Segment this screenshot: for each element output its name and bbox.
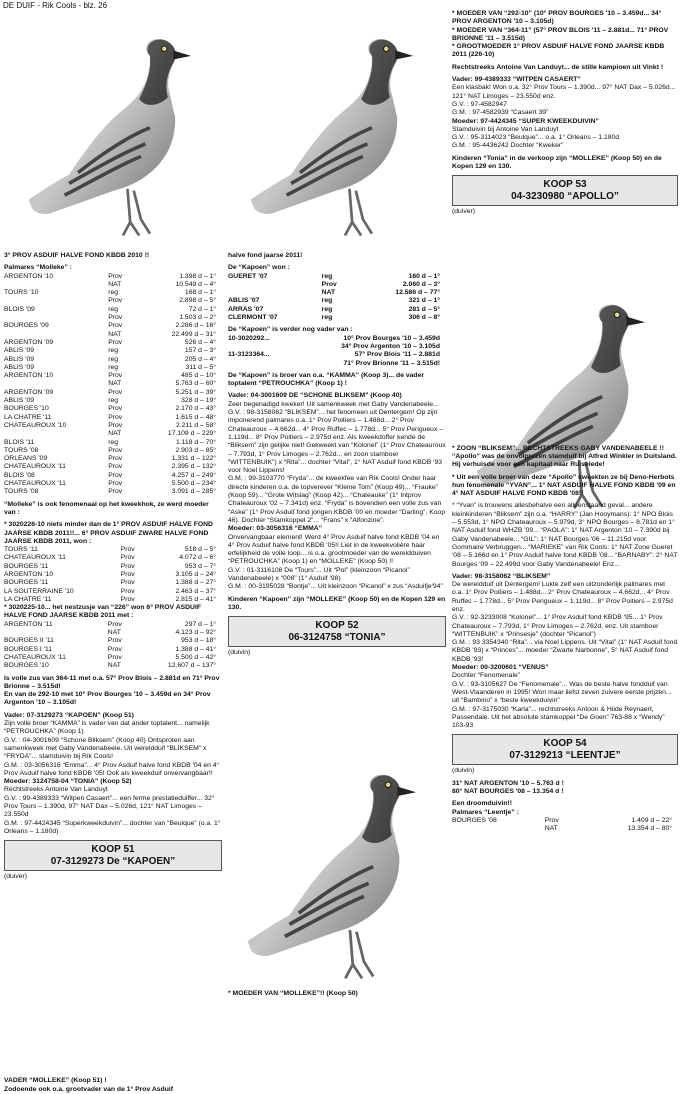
table-row bbox=[4, 356, 222, 364]
table-cell: CHATEAUROUX '10 bbox=[4, 421, 67, 429]
table-cell: Prov bbox=[120, 546, 135, 554]
table-cell: 311 d – 5° bbox=[185, 363, 216, 371]
table-cell: Prov bbox=[107, 645, 122, 653]
kapoen-offspring-table bbox=[228, 335, 446, 368]
col2-moeder-text: Onvervangbaar element! Werd 4° Prov Asduif halve fond KBDB '04 en 4° Prov Asduif halve fond KBDB '05!! Liet in de kweekvolière haar erfelijkheid de volle loop... is o.a. grootmoeder van de wereldduiven “PETROUCHKA” (Koop 1) en “MOLLEKE” (Koop 50) !! bbox=[228, 533, 440, 566]
col2-vader-van: De “Kapoen” is verder nog vader van : bbox=[228, 326, 353, 334]
table-cell: 2.211 d – 58° bbox=[175, 421, 216, 429]
table-row bbox=[4, 463, 222, 471]
table-row bbox=[4, 273, 222, 281]
col3-pal-title: Palmares “Leentje” : bbox=[452, 808, 519, 816]
table-cell: 2.395 d – 132° bbox=[171, 463, 216, 471]
table-cell: reg bbox=[108, 438, 119, 446]
col1-vader-text: Zijn volle broer “KAMMA” is vader van dat ander toptalent... namelijk “PETROUCHKA” (Koop 1) bbox=[4, 720, 210, 736]
table-cell: ARGENTON '09 bbox=[4, 338, 54, 346]
table-cell: 10-3020292... bbox=[228, 334, 270, 342]
table-cell: 1.118 d – 70° bbox=[175, 438, 216, 446]
col3-kinderen: Kinderen “Tonia” in de verkoop zijn “MOLLEKE” (Koop 50) en de Kopen 129 en 130. bbox=[452, 154, 662, 171]
col1-vader-head: Vader: 07-3129273 “KAPOEN” (Koop 51) bbox=[4, 711, 134, 719]
table-row bbox=[4, 439, 222, 447]
koop-53-name: 04-3230980 “APOLLO” bbox=[511, 191, 619, 203]
koop-52-box bbox=[228, 616, 446, 647]
col3-gm3: G.M. : 93 3354340 “Rita”... via Noel Lippens. Uit “Vital” (1° NAT Asduif fond KBDB '93) x “Princes”... moeder “Zwarte Narbonne”, 5° NAT Asduif fond KBDB '93! bbox=[452, 639, 678, 663]
kapoen-won-title: De “Kapoen” won : bbox=[228, 264, 290, 272]
table-cell: ARGENTON '10 bbox=[4, 272, 54, 280]
col1-gv2: G.V. : 99-4389333 “Witpen Casaert”... een ferme prestatieduiffer... 32° Prov Tours – 1.390d, 97° NAT Dax – 5.026d, 121° NAT Limoges – 23.550d bbox=[4, 794, 215, 819]
col1-gv: G.V. : 04-3001609 “Schone Bliksem” (Koop 40) Ontsproten aan samenkweek met Gaby Vandenabeele. Uit wereldduif “BLIKSEM” x “FRYDA”... stamduivin bij Rik Cools! bbox=[4, 736, 207, 761]
table-row bbox=[4, 322, 222, 330]
table-cell: BOURGES '10 bbox=[4, 662, 49, 670]
col3-nat2: 80° NAT BOURGES '08 – 13.354 d ! bbox=[452, 788, 564, 796]
table-cell: NAT bbox=[108, 380, 122, 388]
table-cell: ARRAS '07 bbox=[228, 305, 264, 313]
table-cell: 297 d – 1° bbox=[184, 620, 216, 628]
table-cell bbox=[4, 297, 108, 305]
table-cell: 1.409 d – 22° bbox=[631, 816, 672, 824]
kapoen-palmares-table bbox=[228, 273, 446, 323]
table-cell: Prov bbox=[108, 272, 123, 280]
col2-gm: G.M. : 99-3103770 “Fryda”... de kweekfee van Rik Cools! Onder haar directe kinderen o.a. de topverever “Kleine Tom” (Koop 49)... “Frauke” (Koop 59)... “Grote Witslag” (Koop 42)... “Chateauke” (1° Intprov Chateauroux '02 – 7.341d) enz. “Fryda” is bovendien een volle zus van “Aske” (1° Prov Asduif fond jongen KBDB '00 en moeder “Darling”, Koop 46). Dochter “Stamkoppel 2”... “Frans” x “Alfonzine”. bbox=[228, 475, 446, 524]
table-cell: 160 d – 1° bbox=[408, 272, 440, 280]
col2-broer: De “Kapoen” is broer van o.a. “KAMMA” (Koop 3)... de vader toptalent “PETROUCHKA” (Koop 1) ! bbox=[228, 371, 425, 388]
col3-gm4: G.M. : 97-3175030 “Karla”... rechtstreeks Antoon & Hilde Reynaert, Passendale. Uit het absolute stamkoppel “De Goen” 763-88 x “Wendy” 103-93 bbox=[452, 705, 665, 730]
col3-top1: * MOEDER VAN “292-10” (10° PROV BOURGES '10 – 3.459d... 34° PROV ARGENTON '10 – 3.105d) bbox=[452, 10, 662, 26]
table-cell: Prov bbox=[321, 280, 337, 288]
koop-51-sex: (duiver) bbox=[4, 873, 28, 881]
table-cell: NAT bbox=[544, 825, 558, 833]
table-cell: 281 d – 5° bbox=[408, 305, 440, 313]
table-row bbox=[4, 414, 222, 422]
table-cell: ABLIS '09 bbox=[4, 397, 35, 405]
table-cell: 11-3123364... bbox=[228, 351, 270, 359]
table-cell: Prov bbox=[120, 595, 135, 603]
table-row bbox=[228, 273, 446, 281]
table-cell: Prov bbox=[120, 587, 135, 595]
page-header: DE DUIF - Rik Cools - blz. 26 bbox=[3, 1, 108, 10]
col1-caption: VADER “MOLLEKE” (Koop 51) ! bbox=[4, 1077, 107, 1085]
table-cell: ARGENTON '10 bbox=[4, 372, 54, 380]
palmares-225-table bbox=[4, 621, 222, 671]
table-cell: ABLIS '09 bbox=[4, 363, 35, 371]
col3-uit: * Uit een volle broer van deze “Apollo” kweekten ze bij Deno-Herbots hun fenomenale “YVAN”... 1° NAT ASDUIF HALVE FOND KBDB '09 en 4° NAT ASDUIF HALVE FOND KBDB '08!! bbox=[452, 473, 676, 498]
table-row bbox=[4, 430, 222, 438]
table-cell bbox=[4, 281, 108, 289]
koop-51-number: KOOP 51 bbox=[91, 844, 135, 856]
table-cell: TOURS '08 bbox=[4, 488, 39, 496]
table-row bbox=[228, 297, 446, 305]
table-cell: NAT bbox=[107, 662, 121, 670]
table-row bbox=[4, 588, 222, 596]
table-row bbox=[4, 596, 222, 604]
koop-54-box bbox=[452, 734, 678, 765]
table-cell: BLOIS '08 bbox=[4, 471, 35, 479]
table-cell: BLOIS '11 bbox=[4, 438, 35, 446]
table-cell: Prov bbox=[108, 372, 123, 380]
table-cell: Prov bbox=[108, 488, 123, 496]
col3-moeder-head: Moeder: 97-4424345 “SUPER KWEEKDUIVIN” bbox=[452, 117, 599, 125]
table-cell: Prov bbox=[107, 620, 122, 628]
col3-moeder-text2: Dochter “Fenomenale” bbox=[452, 672, 520, 680]
table-cell: 2.060 d – 3° bbox=[402, 280, 440, 288]
table-row bbox=[228, 360, 446, 368]
table-cell bbox=[228, 281, 322, 289]
table-cell: BOURGES I '11 bbox=[4, 645, 53, 653]
table-cell: reg bbox=[321, 314, 333, 322]
table-cell: Prov bbox=[108, 297, 123, 305]
table-cell: 485 d – 10° bbox=[181, 372, 216, 380]
table-cell: CHATEAUROUX '11 bbox=[4, 480, 66, 488]
table-cell: 5.500 d – 42° bbox=[175, 653, 216, 661]
table-cell: Prov bbox=[108, 405, 123, 413]
col3-yvan: * “Yvan” is trouwens allesbehalve een alleenstaand geval... andere kleinkinderen “Bliksem” zijn o.a. “HARRY” (Jan Hooymans): 1° NPO Blois – 5.553d, 1° NPO Chateauroux – 5.979d, 3° NPO Bourges – 8.781d en 1° NAT Asduif fond WHZB '09... “PAOLA”: 1° NAT Argenton '10 – 7.390d bij Gaby Vandenabeele... “GIL”: 1° NAT Bourges '06 – 11.215d voor Gommaire Verbruggen... “MARIEKE” van Rik Cools: 1° NAT Zone Gueret '08 – 5.166d en 1° Prov Asduif halve fond KBDB '08... “BARNABY”: 2° NAT Bourges '09 – 22.499d voor Gaby Vandenabeele! Enz... bbox=[452, 502, 678, 568]
table-row bbox=[4, 472, 222, 480]
col2-vader-head: Vader: 04-3001609 DE “SCHONE BLIKSEM” (Koop 40) bbox=[228, 392, 402, 400]
table-cell: Prov bbox=[107, 653, 122, 661]
table-cell: 4.123 d – 92° bbox=[175, 629, 216, 637]
table-row bbox=[4, 380, 222, 388]
table-cell: 5.763 d – 60° bbox=[175, 380, 216, 388]
table-cell: Prov bbox=[108, 446, 123, 454]
table-cell: ABLIS '07 bbox=[228, 297, 260, 305]
table-cell: Prov bbox=[544, 816, 559, 824]
table-cell bbox=[452, 825, 545, 833]
table-row bbox=[4, 297, 222, 305]
table-cell: reg bbox=[108, 397, 119, 405]
table-row bbox=[4, 662, 222, 670]
table-cell: Prov bbox=[108, 322, 123, 330]
col3-gv2: G.V. : 95-3114023 “Beulque”... o.a. 1° Orleans – 1.180d bbox=[452, 134, 620, 142]
column-1 bbox=[4, 252, 222, 1093]
table-cell: NAT bbox=[108, 430, 122, 438]
col1-p4: Is volle zus van 364-11 met o.a. 57° Prov Blois – 2.881d en 71° Prov Brionne – 3.515d! bbox=[4, 674, 220, 690]
col2-gv2: G.V. : 01-3116108 De “Tours”... Uit “Pol” (kleinzoon “Picanol” Vandenabeele) x “008” (1° Asduif '98) bbox=[228, 566, 410, 582]
col3-vader-head2: Vader: 98-3158062 “BLIKSEM” bbox=[452, 572, 551, 580]
table-cell: reg bbox=[321, 305, 333, 313]
table-cell: ARGENTON '10 bbox=[4, 570, 54, 578]
table-cell: 526 d – 4° bbox=[184, 338, 216, 346]
table-cell: 205 d – 4° bbox=[184, 355, 216, 363]
table-row bbox=[4, 422, 222, 430]
table-row bbox=[4, 364, 222, 372]
table-row bbox=[228, 314, 446, 322]
table-cell: 22.499 d – 31° bbox=[171, 330, 216, 338]
table-cell: 1.388 d – 27° bbox=[175, 579, 216, 587]
col3-gv: G.V. : 97-4582947 bbox=[452, 100, 507, 108]
table-cell: 518 d – 5° bbox=[184, 546, 216, 554]
table-row bbox=[4, 621, 222, 629]
table-cell: 12.607 d – 137° bbox=[167, 662, 216, 670]
table-cell: Prov bbox=[108, 480, 123, 488]
col1-headline: 3° PROV ASDUIF HALVE FOND KBDB 2010 !! bbox=[4, 252, 150, 259]
table-cell: Prov bbox=[108, 314, 123, 322]
table-cell: 3.105 d – 24° bbox=[175, 570, 216, 578]
table-row bbox=[228, 281, 446, 289]
table-cell bbox=[228, 360, 290, 368]
col2-moeder-head: Moeder: 03-3056316 “EMMA” bbox=[228, 525, 323, 533]
koop-52-name: 06-3124758 “TONIA” bbox=[288, 632, 386, 644]
table-cell: reg bbox=[108, 289, 119, 297]
table-cell: 1.615 d – 48° bbox=[175, 413, 216, 421]
koop-51-name: 07-3129273 De “KAPOEN” bbox=[50, 856, 176, 868]
table-cell: 306 d – 8° bbox=[408, 314, 440, 322]
table-cell: 5.500 d – 234° bbox=[171, 480, 216, 488]
table-cell: 2.903 d – 85° bbox=[175, 446, 216, 454]
table-row bbox=[4, 554, 222, 562]
table-cell: 1.398 d – 1° bbox=[179, 272, 216, 280]
table-row bbox=[452, 817, 678, 825]
table-cell: BOURGES '11 bbox=[4, 562, 49, 570]
table-cell: 157 d – 3° bbox=[184, 347, 216, 355]
table-cell bbox=[4, 430, 108, 438]
table-row bbox=[4, 447, 222, 455]
table-cell: TOURS '08 bbox=[4, 446, 39, 454]
table-cell: 2.815 d – 41° bbox=[175, 595, 216, 603]
table-cell: reg bbox=[108, 305, 119, 313]
col3-zoon: * ZOON “BLIKSEM”... RECHTSTREEKS GABY VANDENABEELE !! “Apollo” was de onvolprezen stamduif bij Alfred Winkler in Duitsland. Hij verhuisde voor een kapitaal naar Ruiselede! bbox=[452, 444, 677, 469]
table-cell: reg bbox=[321, 272, 333, 280]
col1-p1: “Molleke” is ook fenomenaal op het kweekhok, ze werd moeder van : bbox=[4, 500, 209, 516]
table-row bbox=[4, 579, 222, 587]
table-cell: 57° Prov Blois '11 – 2.881d bbox=[354, 351, 440, 359]
table-cell: 1.503 d – 2° bbox=[179, 314, 216, 322]
col3-top3: * GROOTMOEDER 1° PROV ASDUIF HALVE FOND JAARSE KBDB 2011 (226-10) bbox=[452, 43, 665, 59]
koop-53-sex: (duiver) bbox=[452, 208, 476, 216]
koop-54-name: 07-3129213 “LEENTJE” bbox=[509, 750, 621, 762]
table-cell: 10.549 d – 4° bbox=[175, 280, 216, 288]
koop-54-sex: (duivin) bbox=[452, 767, 475, 775]
table-cell: 5.251 d – 39° bbox=[175, 388, 216, 396]
table-cell: LA CHATRE '11 bbox=[4, 413, 52, 421]
palmares-leentje-table bbox=[452, 817, 678, 834]
col1-p5: En van de 292-10 met 10° Prov Bourges '10 – 3.459d en 34° Prov Argenton '10 – 3.105d! bbox=[4, 691, 211, 707]
table-cell: 953 d – 7° bbox=[184, 562, 216, 570]
table-cell: ABLIS '09 bbox=[4, 347, 35, 355]
table-cell: 3.091 d – 285° bbox=[171, 488, 216, 496]
table-cell: 17.109 d – 229° bbox=[167, 430, 216, 438]
palmares-226-table bbox=[4, 546, 222, 604]
col3-gv3: G.V. : 92-3233008 “Kolonel”... 1° Prov Asduif fond KBDB '95... 1° Prov Chateauroux – 7.793d, 1° Prov Limoges – 2.762d, enz. Uit stamboer “WITTENBUIK” x “Prinsesje” (dochter “Picanol”) bbox=[452, 614, 663, 638]
col1-p2: * 3020226-10 niets minder dan de 1° PROV ASDUIF HALVE FOND JAARSE KBDB 2011!!... 6° PROV ASDUIF ZWARE HALVE FOND JAARSE KBDB 2011, won : bbox=[4, 521, 213, 545]
table-cell: GUERET '07 bbox=[228, 272, 268, 280]
table-cell: ARGENTON '09 bbox=[4, 388, 54, 396]
table-cell: ABLIS '09 bbox=[4, 355, 35, 363]
table-cell: 328 d – 19° bbox=[181, 397, 216, 405]
table-cell: 2.286 d – 16° bbox=[175, 322, 216, 330]
col3-recht: Rechtstreeks Antoine Van Landuyt... de stille kampioen uit Vinkt ! bbox=[452, 63, 664, 71]
col3-droom: Een droomduivin!! bbox=[452, 800, 513, 808]
table-cell: TOURS '10 bbox=[4, 289, 39, 297]
table-cell: CHATEAUROUX '11 bbox=[4, 554, 66, 562]
table-row bbox=[228, 351, 446, 359]
table-row bbox=[4, 654, 222, 662]
table-cell: ORLEANS '09 bbox=[4, 455, 48, 463]
col3-moeder-text: Stamduivin bij Antoine Van Landuyt bbox=[452, 125, 559, 133]
col1-moeder-text: Rechtstreeks Antoine Van Landuyt bbox=[4, 786, 108, 794]
koop-53-number: KOOP 53 bbox=[543, 179, 587, 191]
table-cell: reg bbox=[108, 363, 119, 371]
table-row bbox=[4, 563, 222, 571]
table-cell: reg bbox=[321, 297, 333, 305]
table-row bbox=[4, 281, 222, 289]
table-cell: BOURGES '10 bbox=[4, 405, 49, 413]
table-cell: 13.354 d – 80° bbox=[627, 825, 672, 833]
table-cell: 2.898 d – 5° bbox=[179, 297, 216, 305]
table-cell: 71° Prov Brionne '11 – 3.515d! bbox=[343, 359, 440, 367]
table-cell bbox=[4, 314, 108, 322]
table-cell: LA CHATRE '11 bbox=[4, 595, 52, 603]
table-cell: Prov bbox=[108, 463, 123, 471]
table-row bbox=[4, 637, 222, 645]
table-cell: Prov bbox=[108, 338, 123, 346]
koop-51-box bbox=[4, 840, 222, 871]
col3-gm2: G.M. : 95-4436242 Dochter “Kweker” bbox=[452, 142, 564, 150]
table-cell: 2.463 d – 37° bbox=[175, 587, 216, 595]
table-row bbox=[228, 306, 446, 314]
col3-vader-head: Vader: 99-4389333 “WITPEN CASAERT” bbox=[452, 76, 581, 84]
table-cell: Prov bbox=[120, 570, 135, 578]
table-cell: BOURGES '11 bbox=[4, 579, 49, 587]
table-cell: 2.170 d – 43° bbox=[175, 405, 216, 413]
table-cell: BLOIS '09 bbox=[4, 305, 35, 313]
table-cell: CLERMONT '07 bbox=[228, 314, 278, 322]
col3-gv4: G.V. : 93-3105627 De “Fenomenale”... Was de beste halve fondduif van West-Vlaanderen in 1995! Won maar liefst zeven zuivere eerste prijzen... uit “Bambino” x “beste kweekduivin” bbox=[452, 680, 672, 705]
col1-gm: G.M. : 03-3056316 “Emma”... 4° Prov Asduif halve fond KBDB '04 en 4° Prov Asduif halve fond KBDB '05! Ook als kweekduif onvervangbaar!! bbox=[4, 761, 220, 777]
pigeon-photo-molleke bbox=[8, 20, 220, 240]
table-cell: 4.072 d – 6° bbox=[179, 554, 216, 562]
col3-vader-text: Een klasbak! Won o.a. 32° Prov Tours – 1.390d... 97° NAT Dax – 5.026d... 121° NAT Limoges – 23.550d enz. bbox=[452, 84, 676, 100]
table-cell: ARGENTON '11 bbox=[4, 620, 53, 628]
col2-vader-text: Zeer begenadigd kweker! Uit samenkweek met Gaby Vandenabeele... bbox=[228, 400, 439, 408]
table-row bbox=[4, 488, 222, 496]
table-cell: LA SOUTERRAINE '10 bbox=[4, 587, 74, 595]
table-cell: Prov bbox=[120, 579, 135, 587]
col1-p3: * 3020225-10... het nestzusje van “226” won 6° PROV ASDUIF HALVE FOND JAARSE KBDB 2011 met : bbox=[4, 604, 202, 620]
table-cell: Prov bbox=[108, 471, 123, 479]
table-cell: Prov bbox=[107, 637, 122, 645]
table-cell: NAT bbox=[321, 289, 336, 297]
table-row bbox=[4, 646, 222, 654]
col3-top2: * MOEDER VAN “364-11” (57° PROV BLOIS '11 – 2.881d... 71° PROV BRIONNE '11 – 3.515d) bbox=[452, 26, 669, 42]
col1-gm2: G.M. : 97-4424345 “Superkweekduivin”... dochter van “Beulque” (o.a. 1° Orleans – 1.180d) bbox=[4, 819, 221, 835]
pigeon-photo-kapoen-top bbox=[230, 20, 442, 240]
table-cell: BOURGES '08 bbox=[452, 816, 497, 824]
table-cell: 1.331 d – 122° bbox=[171, 455, 216, 463]
table-row bbox=[4, 331, 222, 339]
table-cell: NAT bbox=[108, 280, 122, 288]
table-cell: reg bbox=[108, 355, 119, 363]
koop-52-number: KOOP 52 bbox=[315, 620, 359, 632]
col3-vader-text2: De wereldduif uit Dentergem! Lukte zelf een uitzonderlijk palmares met o.a. 1° Prov Poitiers – 1.488d... 2° Prov Chateauroux – 4.662d... 4° Prov Ruffec – 1.778d... 5° Prov Perigueux – 1.119d... 8° Prov Poitiers – 2.975d enz. bbox=[452, 581, 673, 613]
table-cell bbox=[4, 331, 108, 339]
table-row bbox=[452, 825, 678, 833]
koop-52-sex: (duivin) bbox=[228, 649, 251, 657]
table-row bbox=[4, 306, 222, 314]
table-cell: 321 d – 1° bbox=[408, 297, 440, 305]
table-cell: BOURGES '09 bbox=[4, 322, 49, 330]
table-cell: Prov bbox=[108, 421, 123, 429]
table-cell: BOURGES II '11 bbox=[4, 637, 54, 645]
col2-top: halve fond jaarse 2011! bbox=[228, 252, 303, 259]
column-3 bbox=[452, 10, 678, 1000]
table-cell bbox=[4, 629, 108, 637]
table-cell: 1.388 d – 41° bbox=[175, 645, 216, 653]
table-cell: reg bbox=[108, 347, 119, 355]
table-cell: 168 d – 1° bbox=[184, 289, 216, 297]
koop-54-number: KOOP 54 bbox=[543, 738, 587, 750]
table-cell: CHATEAUROUX '11 bbox=[4, 653, 66, 661]
table-cell: 12.586 d – 77° bbox=[395, 289, 440, 297]
koop-53-box bbox=[452, 175, 678, 206]
palmares-molleke-table bbox=[4, 273, 222, 497]
table-row bbox=[4, 389, 222, 397]
table-cell bbox=[228, 343, 290, 351]
table-cell bbox=[4, 380, 108, 388]
table-cell bbox=[228, 289, 322, 297]
table-cell: 953 d – 18° bbox=[181, 637, 216, 645]
col3-nat1: 31° NAT ARGENTON '10 – 5.763 d ! bbox=[452, 779, 564, 787]
col2-gv: G.V. : 98-3158062 “BLIKSEM”... het fenomeen uit Dentergem! Op zijn imponerend palmares o.a. 1° Prov Poitiers – 1.488d... 2° Prov Chateauroux – 4.662d... 4° Prov Ruffec – 1.778d... 5° Prov Perigueux – 1.119d... 8° Prov Poitiers – 2.975d enz. Als kweekdoffer kende de “Bliksem” zijn gelijke niet! Gekweekt van “Kolonel” (1° Prov Chateauroux – 7.793d, 1° Prov Limoges – 2.762d... en zoon stamboer “WITTENBUIK”) x “Rita”... dochter “Vital”, 1° NAT Asduif fond KBDB '93 voor Noel Lippens! bbox=[228, 409, 446, 475]
table-row bbox=[4, 347, 222, 355]
table-cell: CHATEAUROUX '11 bbox=[4, 463, 66, 471]
col1-caption2: Zodoende ook o.a. grootvader van de 1° Prov Asduif bbox=[4, 1085, 174, 1093]
col2-kinderen: Kinderen “Kapoen” zijn “MOLLEKE” (Koop 50) en de Kopen 129 en 130. bbox=[228, 595, 446, 611]
table-cell: TOURS '11 bbox=[4, 546, 38, 554]
col3-moeder-head2: Moeder: 00-3200601 “VENUS” bbox=[452, 664, 549, 672]
table-row bbox=[4, 405, 222, 413]
table-cell: 34° Prov Argenton '10 – 3.105d bbox=[341, 342, 440, 350]
col3-gm: G.M. : 97-4582939 “Casaert 39” bbox=[452, 109, 549, 117]
palmares-title: Palmares “Molleke” : bbox=[4, 264, 72, 272]
table-cell: Prov bbox=[120, 562, 135, 570]
col2-gm2: G.M. : 00-3195028 “Bontje”... Uit kleinzoon “Picanol” x zus “Asduifje'94” bbox=[228, 583, 443, 591]
col1-moeder-head: Moeder: 3124758-04 “TONIA” (Koop 52) bbox=[4, 778, 132, 786]
table-cell: NAT bbox=[108, 330, 122, 338]
table-cell: Prov bbox=[108, 388, 123, 396]
table-cell: 4.257 d – 249° bbox=[171, 471, 216, 479]
table-row bbox=[228, 335, 446, 343]
table-cell: NAT bbox=[107, 629, 121, 637]
table-cell: Prov bbox=[108, 413, 123, 421]
table-cell: Prov bbox=[108, 455, 123, 463]
table-cell: 72 d – 1° bbox=[188, 305, 216, 313]
col2-caption: * MOEDER VAN “MOLLEKE”!! (Koop 50) bbox=[228, 990, 358, 997]
table-cell: Prov bbox=[120, 554, 135, 562]
table-cell: 10° Prov Bourges '10 – 3.459d bbox=[343, 334, 440, 342]
column-2 bbox=[228, 252, 446, 1000]
